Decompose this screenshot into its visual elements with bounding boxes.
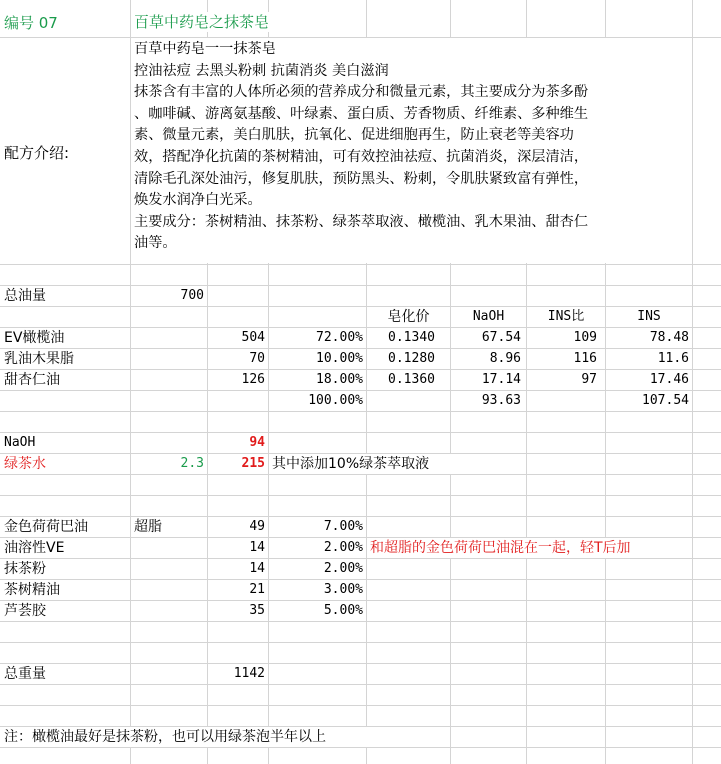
gridline (0, 411, 721, 412)
additive-grams[interactable]: 35 (208, 601, 268, 621)
header-saponification[interactable]: 皂化价 (367, 307, 450, 327)
superfat-tag[interactable]: 超脂 (131, 517, 207, 537)
recipe-intro-text[interactable] (131, 38, 691, 263)
gridline (0, 264, 721, 265)
total-oil-label[interactable]: 总油量 (1, 286, 129, 306)
additive-name[interactable]: 油溶性VE (1, 538, 129, 558)
intro-line: 控油祛痘 去黑头粉刺 抗菌消炎 美白滋润 (134, 62, 389, 79)
intro-line: 素、微量元素，美白肌肤，抗氧化、促进细胞再生，防止衰老等美容功 (134, 127, 574, 144)
oil-ins-ratio[interactable]: 109 (527, 328, 600, 348)
header-ins[interactable]: INS (606, 307, 692, 327)
oil-percent[interactable]: 18.00% (269, 370, 366, 390)
gridline (0, 747, 721, 748)
naoh-amount[interactable]: 94 (208, 433, 268, 453)
additive-percent[interactable]: 2.00% (269, 538, 366, 558)
additive-percent[interactable]: 7.00% (269, 517, 366, 537)
intro-line: 主要成分：茶树精油、抹茶粉、绿茶萃取液、橄榄油、乳木果油、甜杏仁 (134, 213, 589, 230)
oil-percent[interactable]: 72.00% (269, 328, 366, 348)
total-weight-label[interactable]: 总重量 (1, 664, 129, 684)
gridline (0, 684, 721, 685)
oil-name[interactable]: 乳油木果脂 (1, 349, 129, 369)
recipe-intro-label[interactable]: 配方介绍: (1, 143, 129, 163)
oil-grams[interactable]: 126 (208, 370, 268, 390)
oil-naoh[interactable]: 67.54 (451, 328, 524, 348)
oil-ins[interactable]: 17.46 (606, 370, 692, 390)
additive-name[interactable]: 芦荟胶 (1, 601, 129, 621)
oil-percent[interactable]: 10.00% (269, 349, 366, 369)
header-ins-ratio[interactable]: INS比 (527, 307, 605, 327)
additive-percent[interactable]: 2.00% (269, 559, 366, 579)
total-oil-value[interactable]: 700 (131, 286, 207, 306)
oil-naoh[interactable]: 8.96 (451, 349, 524, 369)
intro-line: 百草中药皂一一抹茶皂 (134, 41, 276, 57)
oil-sap[interactable]: 0.1360 (367, 370, 438, 390)
additive-grams[interactable]: 14 (208, 559, 268, 579)
oil-ins[interactable]: 78.48 (606, 328, 692, 348)
recipe-id-label[interactable]: 编号 07 (1, 13, 129, 33)
total-weight-value[interactable]: 1142 (208, 664, 268, 684)
additive-percent[interactable]: 3.00% (269, 580, 366, 600)
footnote[interactable]: 注：橄榄油最好是抹茶粉，也可以用绿茶泡半年以上 (1, 727, 421, 747)
oil-ins-ratio[interactable]: 97 (527, 370, 600, 390)
water-amount[interactable]: 215 (208, 454, 268, 474)
additive-name[interactable]: 金色荷荷巴油 (1, 517, 129, 537)
oil-ins[interactable]: 11.6 (606, 349, 692, 369)
intro-line: 焕发水润净白光采。 (134, 192, 262, 209)
gridline (692, 0, 693, 764)
total-naoh[interactable]: 93.63 (451, 391, 524, 411)
additive-grams[interactable]: 49 (208, 517, 268, 537)
total-percent[interactable]: 100.00% (269, 391, 366, 411)
oil-grams[interactable]: 504 (208, 328, 268, 348)
additive-name[interactable]: 茶树精油 (1, 580, 129, 600)
oil-naoh[interactable]: 17.14 (451, 370, 524, 390)
oil-sap[interactable]: 0.1280 (367, 349, 438, 369)
naoh-label[interactable]: NaOH (1, 433, 129, 453)
intro-line: 、咖啡碱、游离氨基酸、叶绿素、蛋白质、芳香物质、纤维素、多种维生 (134, 105, 589, 122)
total-ins[interactable]: 107.54 (606, 391, 692, 411)
oil-sap[interactable]: 0.1340 (367, 328, 438, 348)
water-note[interactable]: 其中添加10%绿茶萃取液 (269, 454, 489, 474)
intro-line: 清除毛孔深处油污，修复肌肤，预防黑头、粉刺，令肌肤紧致富有弹性， (134, 170, 589, 187)
gridline (0, 474, 721, 475)
additive-name[interactable]: 抹茶粉 (1, 559, 129, 579)
oil-ins-ratio[interactable]: 116 (527, 349, 600, 369)
intro-line: 效，搭配净化抗菌的茶树精油，可有效控油祛痘、抗菌消炎，深层清洁， (134, 148, 589, 165)
water-ratio[interactable]: 2.3 (131, 454, 207, 474)
gridline (0, 621, 721, 622)
product-title[interactable]: 百草中药皂之抹茶皂 (131, 12, 366, 32)
additive-note[interactable]: 和超脂的金色荷荷巴油混在一起，轻T后加 (367, 538, 692, 558)
gridline (0, 495, 721, 496)
oil-name[interactable]: EV橄榄油 (1, 328, 129, 348)
intro-line: 油等。 (134, 235, 177, 252)
gridline (0, 642, 721, 643)
additive-grams[interactable]: 21 (208, 580, 268, 600)
header-naoh[interactable]: NaOH (451, 307, 526, 327)
additive-percent[interactable]: 5.00% (269, 601, 366, 621)
oil-name[interactable]: 甜杏仁油 (1, 370, 129, 390)
additive-grams[interactable]: 14 (208, 538, 268, 558)
green-tea-water-label[interactable]: 绿茶水 (1, 454, 129, 474)
intro-line: 抹茶含有丰富的人体所必须的营养成分和微量元素，其主要成分为茶多酚 (134, 84, 589, 101)
oil-grams[interactable]: 70 (208, 349, 268, 369)
gridline (0, 705, 721, 706)
